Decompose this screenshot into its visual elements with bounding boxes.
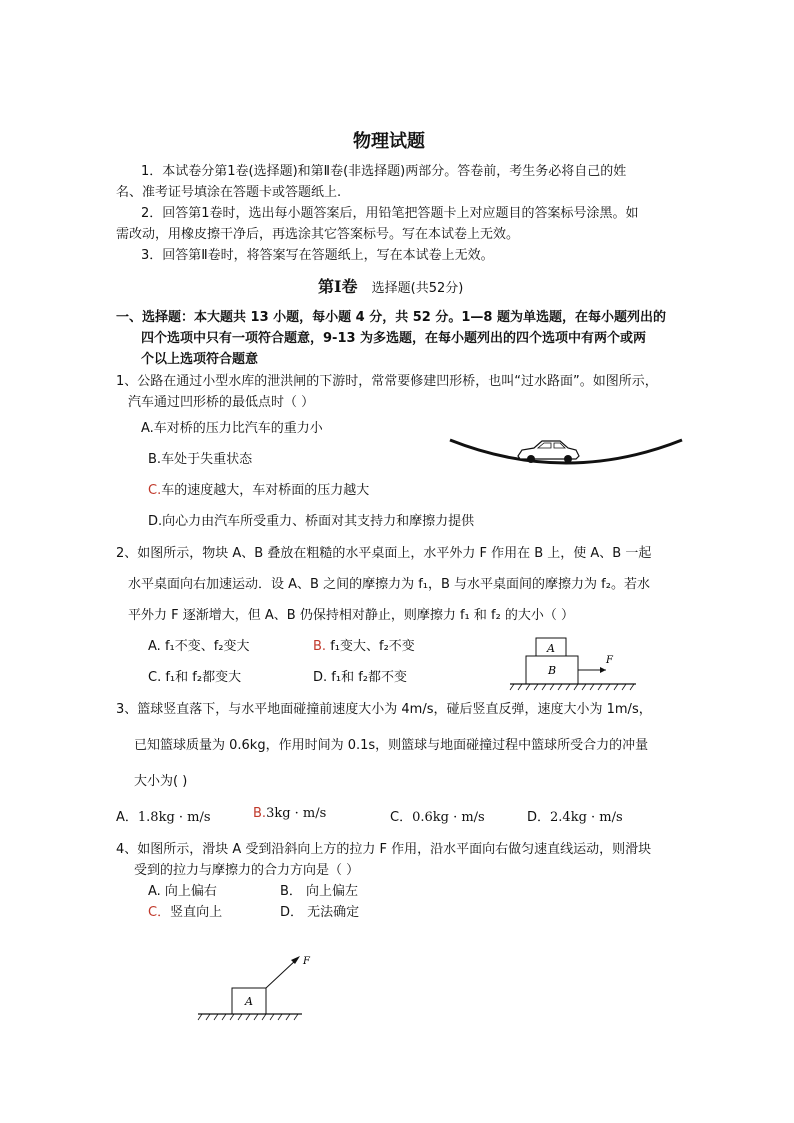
ground-hatching [198,1014,298,1020]
q1-option-a [141,417,323,436]
option-letter: B． [280,884,302,899]
force-arrow [266,960,296,988]
q2-stem: 水平桌面向右加速运动．设 A、B 之间的摩擦力为 f₁，B 与水平桌面间的摩擦力为 f₂。若水 [128,577,650,592]
option-text: 无法确定 [303,905,360,920]
q3-option-d [527,806,623,825]
q2-stem: 平外力 F 逐渐增大，但 A、B 仍保持相对静止，则摩擦力 f₁ 和 f₂ 的大小（ ） [128,608,575,623]
note-line: 3．回答第Ⅱ卷时，将答案写在答题纸上，写在本试卷上无效。 [141,248,494,263]
q3-stem: 已知篮球质量为 0.6kg，作用时间为 0.1s，则篮球与地面碰撞过程中篮球所受合力的冲量 [134,738,649,753]
section-heading [318,274,463,297]
option-letter: A. [141,421,154,436]
instruction-line: 四个选项中只有一项符合题意，9-13 为多选题，在每小题列出的四个选项中有两个或两 [141,331,647,346]
q3-stem: 3、篮球竖直落下，与水平地面碰撞前速度大小为 4m/s，碰后竖直反弹，速度大小为 1m/s， [116,702,652,717]
option-text: f₁和 f₂都不变 [331,670,408,685]
section-subtitle: 选择题(共52分) [371,281,464,296]
q4-option-a [148,880,217,899]
page-title: 物理试题 [353,131,425,152]
option-text: 向心力由汽车所受重力、桥面对其支持力和摩擦力提供 [162,514,475,529]
option-text: f₁和 f₂都变大 [165,670,242,685]
option-text: 0.6kg · m/s [412,810,485,825]
note-line: 1．本试卷分第1卷(选择题)和第Ⅱ卷(非选择题)两部分。答卷前，考生务必将自己的姓 [141,164,627,179]
q2-option-c [148,666,241,685]
q2-option-a [148,635,250,654]
note-line: 2．回答第1卷时，选出每小题答案后，用铅笔把答题卡上对应题目的答案标号涂黑。如 [141,206,639,221]
q1-option-d [148,510,474,529]
concave-bridge-figure [448,430,684,476]
option-text: f₁不变、f₂变大 [164,639,250,654]
option-text: 车处于失重状态 [161,452,253,467]
q1-stem: 1、公路在通过小型水库的泄洪闸的下游时，常常要修建凹形桥，也叫“过水路面”。如图所示， [116,374,658,389]
option-letter: D. [148,514,163,529]
force-label: F [303,956,310,967]
option-letter: B. [253,806,267,821]
option-letter: C． [390,810,413,825]
q2-option-b [313,635,415,654]
pulled-block-figure [196,952,320,1024]
q3-option-c [390,806,485,825]
q2-option-d [313,666,407,685]
section-title: 第Ⅰ卷 [318,277,358,296]
q1-option-c [148,479,369,498]
option-text: f₁变大、f₂不变 [330,639,415,654]
option-text: 向上偏右 [160,884,217,899]
option-text: 车对桥的压力比汽车的重力小 [153,421,323,436]
q3-option-a [116,806,211,825]
option-text: 车的速度越大，车对桥面的压力越大 [161,483,370,498]
option-letter: D． [280,905,304,920]
block-a-label: A [547,642,555,655]
stacked-blocks-figure [508,636,640,694]
instruction-line: 个以上选项符合题意 [141,352,259,367]
option-letter: D． [527,810,551,825]
option-letter: B. [313,639,327,654]
q1-stem: 汽车通过凹形桥的最低点时（ ） [128,395,315,410]
option-letter: A． [116,810,138,825]
option-letter: C. [148,670,162,685]
option-letter: A. [148,639,161,654]
option-text: 3kg · m/s [266,806,327,821]
q2-stem: 2、如图所示，物块 A、B 叠放在粗糙的水平桌面上，水平外力 F 作用在 B 上，使 A、B 一起 [116,546,652,561]
q4-stem: 4、如图所示，滑块 A 受到沿斜向上方的拉力 F 作用，沿水平面向右做匀速直线运动，则滑块 [116,842,652,857]
option-letter: A. [148,884,161,899]
option-text: 向上偏左 [301,884,359,899]
q4-stem: 受到的拉力与摩擦力的合力方向是（ ） [134,863,360,878]
option-letter: B. [148,452,162,467]
force-label: F [606,655,613,666]
q4-option-b [280,880,358,899]
q1-option-b [148,448,252,467]
car-icon [518,441,579,463]
note-line: 名、准考证号填涂在答题卡或答题纸上. [116,185,342,200]
option-text: 竖直向上 [170,905,223,920]
block-a-label: A [245,995,253,1008]
option-letter: D. [313,670,328,685]
q4-option-d [280,901,359,920]
q4-option-c [148,901,222,920]
ground-hatching [510,684,634,690]
option-text: 1.8kg · m/s [137,810,211,825]
option-letter: C． [148,905,171,920]
block-b-label: B [548,664,557,677]
q3-option-b [253,806,326,821]
option-letter: C. [148,483,162,498]
instruction-line: 一、选择题：本大题共 13 小题，每小题 4 分，共 52 分。1—8 题为单选题，在每小题列出的 [116,310,666,325]
note-line: 需改动，用橡皮擦干净后，再选涂其它答案标号。写在本试卷上无效。 [116,227,520,242]
q3-stem: 大小为( ) [134,774,188,789]
option-text: 2.4kg · m/s [550,810,623,825]
